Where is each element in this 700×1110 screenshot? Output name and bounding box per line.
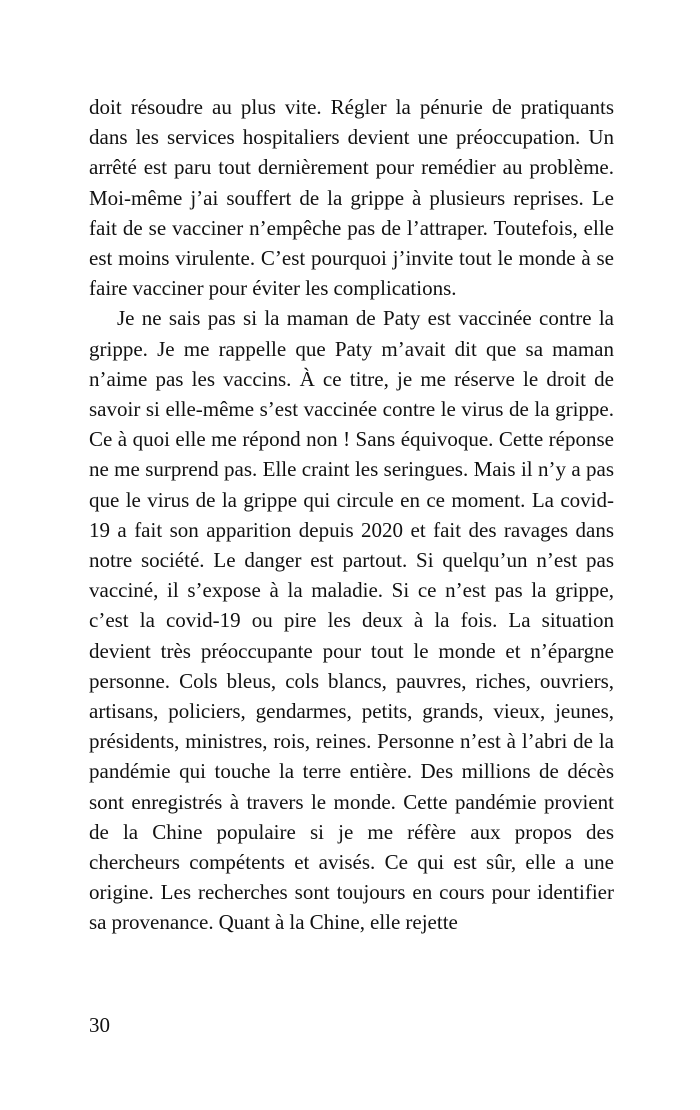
page-number: 30	[89, 1013, 110, 1037]
paragraph-continued: doit résoudre au plus vite. Régler la pénurie de pratiquants dans les services hospitaliers devient une préoccupation. Un arrêté est paru tout dernièrement pour remédier au problème. Moi-même j’ai souffert de la grippe à plusieurs reprises. Le fait de se vacciner n’empêche pas de l’attraper. Toutefois, elle est moins virulente. C’est pourquoi j’invite tout le monde à se faire vacciner pour éviter les complications.	[89, 95, 614, 301]
body-text	[89, 92, 614, 938]
paragraph: Je ne sais pas si la maman de Paty est vaccinée contre la grippe. Je me rappelle que Paty m’avait dit que sa maman n’aime pas les vaccins. À ce titre, je me réserve le droit de savoir si elle-même s’est vaccinée contre le virus de la grippe. Ce à quoi elle me répond non ! Sans équivoque. Cette réponse ne me surprend pas. Elle craint les seringues. Mais il n’y a pas que le virus de la grippe qui circule en ce moment. La covid-19 a fait son apparition depuis 2020 et fait des ravages dans notre société. Le danger est partout. Si quelqu’un n’est pas vacciné, il s’expose à la maladie. Si ce n’est pas la grippe, c’est la covid-19 ou pire les deux à la fois. La situation devient très préoccupante pour tout le monde et n’épargne personne. Cols bleus, cols blancs, pauvres, riches, ouvriers, artisans, policiers, gendarmes, petits, grands, vieux, jeunes, présidents, ministres, rois, reines. Personne n’est à l’abri de la pandémie qui touche la terre entière. Des millions de décès sont enregistrés à travers le monde. Cette pandémie provient de la Chine populaire si je me réfère aux propos des chercheurs compétents et avisés. Ce qui est sûr, elle a une origine. Les recherches sont toujours en cours pour identifier sa provenance. Quant à la Chine, elle rejette	[89, 306, 614, 935]
